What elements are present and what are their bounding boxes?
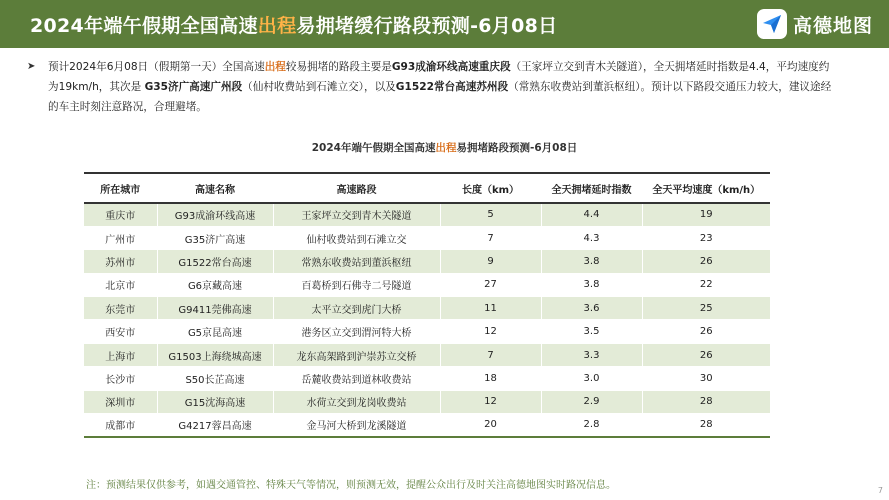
cell-city: 上海市 xyxy=(84,343,157,366)
cell-section: 龙东高架路到沪崇苏立交桥 xyxy=(273,343,440,366)
intro-road-2: G35济广高速广州段 xyxy=(144,81,243,93)
cell-length: 7 xyxy=(440,343,541,366)
cell-delay-index: 4.4 xyxy=(541,203,642,226)
cell-length: 12 xyxy=(440,390,541,413)
cell-highway: G4217蓉昌高速 xyxy=(157,414,273,437)
cell-section: 岳麓收费站到道林收费站 xyxy=(273,367,440,390)
cell-delay-index: 3.3 xyxy=(541,343,642,366)
cell-delay-index: 2.8 xyxy=(541,414,642,437)
table-row xyxy=(84,226,770,249)
cell-highway: G1522常台高速 xyxy=(157,250,273,273)
intro-text: （常熟东收费站到董浜枢纽）。预计以下路段交通压力较大，建议途经的车主时刻注意路况，合理避堵。 xyxy=(48,81,832,113)
header-highway: 高速名称 xyxy=(157,173,273,203)
cell-city: 成都市 xyxy=(84,414,157,437)
congestion-table xyxy=(84,172,770,438)
header-section: 高速路段 xyxy=(273,173,440,203)
cell-delay-index: 3.8 xyxy=(541,273,642,296)
intro-road-1: G93成渝环线高速重庆段 xyxy=(391,61,511,73)
cell-length: 7 xyxy=(440,226,541,249)
cell-section: 王家坪立交到青木关隧道 xyxy=(273,203,440,226)
intro-highlight: 出程 xyxy=(264,61,286,73)
table-title xyxy=(0,140,889,155)
cell-delay-index: 3.0 xyxy=(541,367,642,390)
cell-city: 重庆市 xyxy=(84,203,157,226)
cell-city: 广州市 xyxy=(84,226,157,249)
cell-section: 常熟东收费站到董浜枢纽 xyxy=(273,250,440,273)
title-highlight: 出程 xyxy=(257,14,297,37)
brand xyxy=(757,9,873,39)
cell-avg-speed: 25 xyxy=(642,297,770,320)
table-row xyxy=(84,250,770,273)
triangle-right-icon: ➤ xyxy=(27,61,36,72)
cell-avg-speed: 23 xyxy=(642,226,770,249)
cell-avg-speed: 30 xyxy=(642,367,770,390)
table-header-row xyxy=(84,173,770,203)
cell-avg-speed: 26 xyxy=(642,343,770,366)
page-title xyxy=(30,11,557,38)
intro-paragraph xyxy=(27,57,838,117)
cell-delay-index: 2.9 xyxy=(541,390,642,413)
cell-highway: G9411莞佛高速 xyxy=(157,297,273,320)
cell-section: 仙村收费站到石滩立交 xyxy=(273,226,440,249)
cell-highway: G5京昆高速 xyxy=(157,320,273,343)
cell-city: 深圳市 xyxy=(84,390,157,413)
cell-city: 长沙市 xyxy=(84,367,157,390)
cell-delay-index: 4.3 xyxy=(541,226,642,249)
cell-highway: G93成渝环线高速 xyxy=(157,203,273,226)
table-row xyxy=(84,343,770,366)
table-row xyxy=(84,273,770,296)
cell-avg-speed: 26 xyxy=(642,250,770,273)
intro-text: （王家坪立交到青木关隧道），全天拥堵延时指数是4.4，平均速度约为19km/h，其次是 xyxy=(48,61,830,93)
cell-highway: G35济广高速 xyxy=(157,226,273,249)
cell-avg-speed: 19 xyxy=(642,203,770,226)
header-city: 所在城市 xyxy=(84,173,157,203)
intro-text: 预计2024年6月08日（假期第一天）全国高速 xyxy=(48,61,265,73)
header-length: 长度（km） xyxy=(440,173,541,203)
table-title-suffix: 易拥堵路段预测-6月08日 xyxy=(456,142,578,154)
intro-text: （仙村收费站到石滩立交），以及 xyxy=(242,81,396,93)
title-prefix: 2024年端午假期全国高速 xyxy=(30,14,258,37)
intro-text: 较易拥堵的路段主要是 xyxy=(285,61,392,73)
header-bar xyxy=(0,0,889,48)
cell-avg-speed: 28 xyxy=(642,390,770,413)
cell-section: 太平立交到虎门大桥 xyxy=(273,297,440,320)
brand-name: 高德地图 xyxy=(792,14,873,37)
header-delay-index: 全天拥堵延时指数 xyxy=(541,173,642,203)
cell-length: 5 xyxy=(440,203,541,226)
table-title-prefix: 2024年端午假期全国高速 xyxy=(311,142,436,154)
cell-city: 苏州市 xyxy=(84,250,157,273)
cell-length: 12 xyxy=(440,320,541,343)
cell-delay-index: 3.5 xyxy=(541,320,642,343)
cell-city: 西安市 xyxy=(84,320,157,343)
cell-avg-speed: 26 xyxy=(642,320,770,343)
cell-length: 11 xyxy=(440,297,541,320)
cell-section: 港务区立交到渭河特大桥 xyxy=(273,320,440,343)
table-row xyxy=(84,297,770,320)
cell-highway: G6京藏高速 xyxy=(157,273,273,296)
table-title-highlight: 出程 xyxy=(435,142,457,154)
cell-avg-speed: 22 xyxy=(642,273,770,296)
table-row xyxy=(84,203,770,226)
cell-highway: G1503上海绕城高速 xyxy=(157,343,273,366)
table-row xyxy=(84,367,770,390)
cell-avg-speed: 28 xyxy=(642,414,770,437)
cell-length: 9 xyxy=(440,250,541,273)
cell-city: 北京市 xyxy=(84,273,157,296)
table-row xyxy=(84,320,770,343)
cell-highway: G15沈海高速 xyxy=(157,390,273,413)
cell-delay-index: 3.8 xyxy=(541,250,642,273)
paper-plane-icon xyxy=(757,9,787,39)
footnote: 注：预测结果仅供参考，如遇交通管控、特殊天气等情况，则预测无效，提醒公众出行及时关注高德地图实时路况信息。 xyxy=(86,480,616,491)
cell-section: 水荷立交到龙岗收费站 xyxy=(273,390,440,413)
cell-city: 东莞市 xyxy=(84,297,157,320)
intro-road-3: G1522常台高速苏州段 xyxy=(395,81,509,93)
cell-section: 百葛桥到石佛寺二号隧道 xyxy=(273,273,440,296)
cell-length: 27 xyxy=(440,273,541,296)
cell-delay-index: 3.6 xyxy=(541,297,642,320)
cell-length: 20 xyxy=(440,414,541,437)
cell-highway: S50长芷高速 xyxy=(157,367,273,390)
cell-length: 18 xyxy=(440,367,541,390)
page-number: 7 xyxy=(877,486,883,495)
table-row xyxy=(84,414,770,437)
title-suffix: 易拥堵缓行路段预测-6月08日 xyxy=(296,14,558,37)
cell-section: 金马河大桥到龙溪隧道 xyxy=(273,414,440,437)
header-avg-speed: 全天平均速度（km/h） xyxy=(642,173,770,203)
table-row xyxy=(84,390,770,413)
